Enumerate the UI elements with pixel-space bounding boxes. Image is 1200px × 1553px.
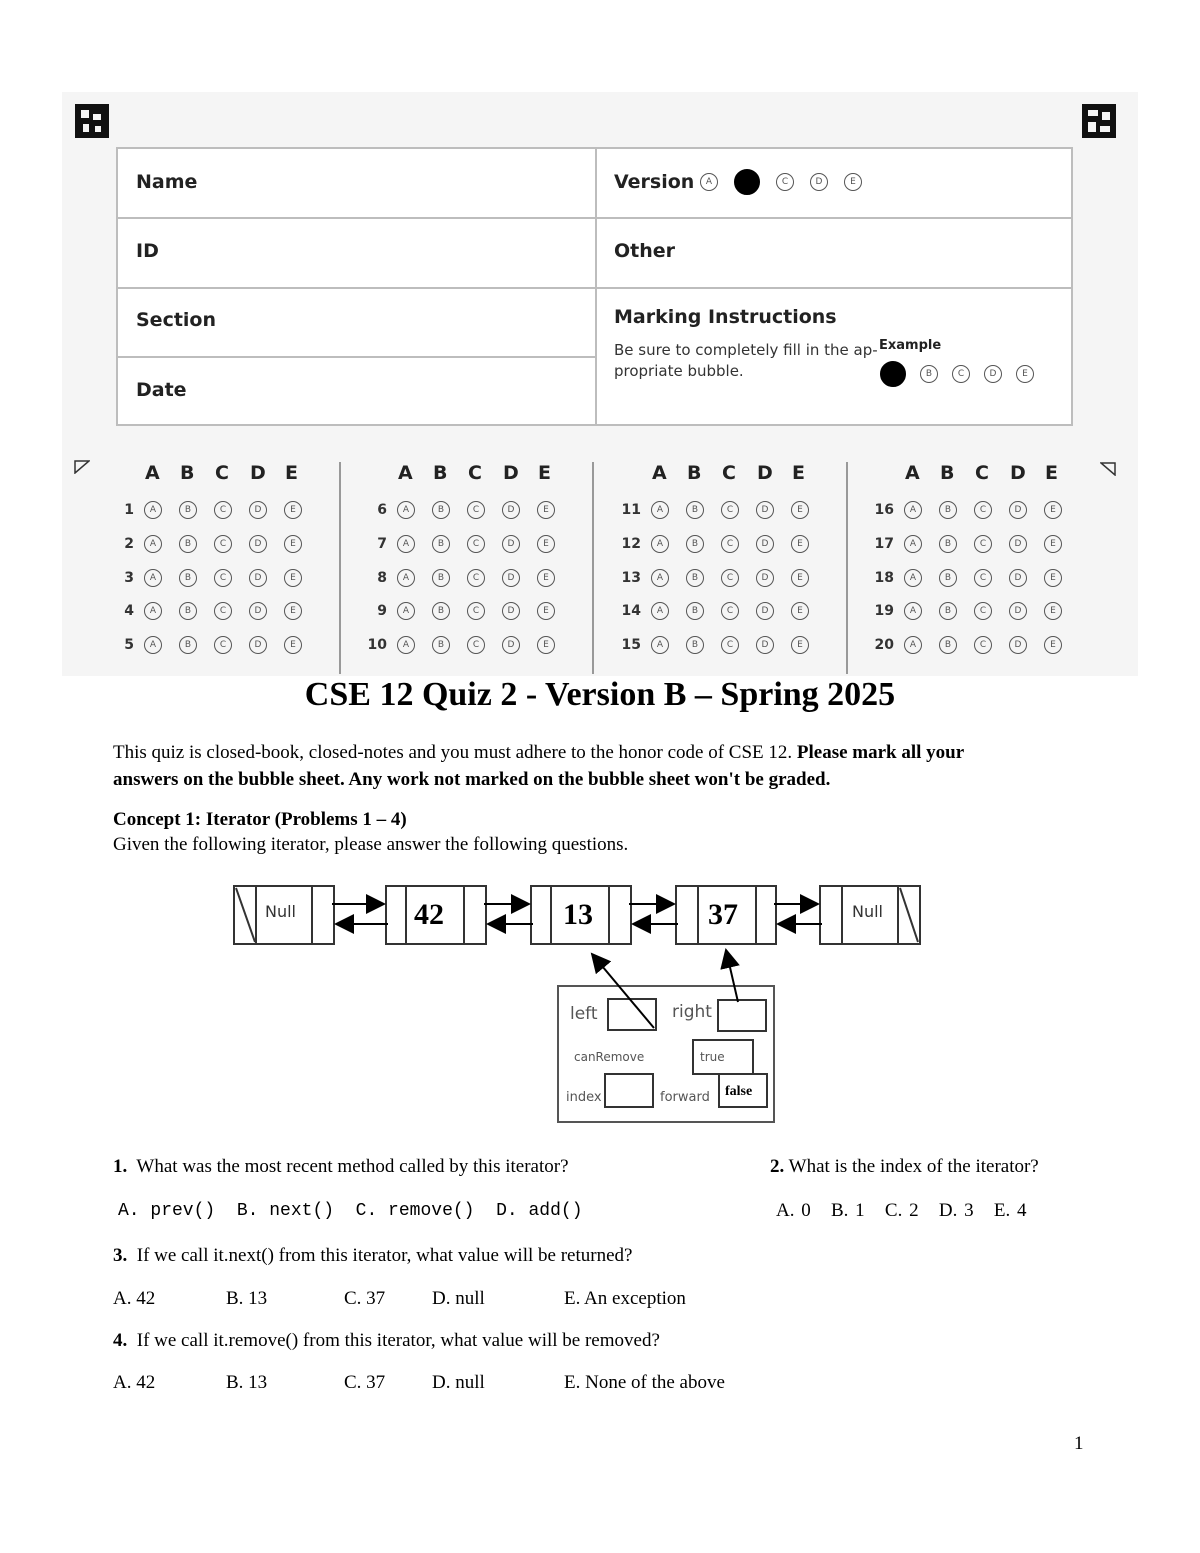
answer-bubble[interactable]: A [397,636,415,654]
answer-bubble[interactable]: B [939,602,957,620]
answer-bubble[interactable]: A [904,636,922,654]
answer-question-number: 8 [377,570,387,586]
answer-bubble[interactable]: A [144,535,162,553]
answer-bubble[interactable]: C [721,501,739,519]
answer-bubble[interactable]: D [249,569,267,587]
answer-bubble[interactable]: B [686,636,704,654]
answer-bubble[interactable]: B [432,569,450,587]
answer-question-number: 14 [621,603,641,619]
answer-bubble[interactable]: D [756,501,774,519]
version-bubble-b[interactable]: B [734,169,760,195]
answer-bubble[interactable]: B [686,535,704,553]
answer-question-number: 20 [874,637,894,653]
answer-bubble[interactable]: D [1009,535,1027,553]
answer-column-header-d: D [503,462,519,484]
marking-instructions-title: Marking Instructions [614,306,837,328]
answer-question-number: 6 [377,502,387,518]
answer-bubble[interactable]: D [756,636,774,654]
answer-column-header-c: C [722,462,736,484]
answer-bubble[interactable]: C [214,569,232,587]
intro-plain-text: This quiz is closed-book, closed-notes and you must adhere to the honor code of CSE 12. [113,742,797,763]
q4-option-a[interactable]: A. 42 [113,1372,156,1393]
answer-column-header-b: B [940,462,955,484]
question-2 [770,1156,1039,1178]
answer-question-number: 19 [874,603,894,619]
answer-column-header-e: E [792,462,805,484]
iterator-index-label: index [566,1090,602,1105]
answer-bubble[interactable]: D [1009,501,1027,519]
q3-option-b[interactable]: B. 13 [226,1288,268,1309]
answer-bubble[interactable]: A [651,501,669,519]
answer-bubble[interactable]: B [179,636,197,654]
q2-option-b[interactable]: B. 1 [830,1200,865,1221]
answer-bubble[interactable]: C [467,501,485,519]
answer-bubble[interactable]: C [974,501,992,519]
answer-bubble[interactable]: D [502,569,520,587]
q4-option-e[interactable]: E. None of the above [564,1372,725,1393]
iterator-left-label: left [570,1004,598,1024]
answer-bubble[interactable]: A [397,535,415,553]
marking-instructions-line-1: Be sure to completely fill in the ap- [614,341,878,359]
node-3-label: 37 [708,898,738,931]
example-bubble-e: E [1016,365,1034,383]
answer-bubble[interactable]: E [284,535,302,553]
answer-bubble[interactable]: A [144,602,162,620]
answer-bubble[interactable]: E [1044,569,1062,587]
marking-instructions-line-2: propriate bubble. [614,362,744,380]
q4-option-b[interactable]: B. 13 [226,1372,268,1393]
question-1-text: What was the most recent method called by this iterator? [136,1156,569,1177]
answer-column-divider [339,462,341,674]
answer-question-number: 2 [124,536,134,552]
answer-bubble[interactable]: E [537,602,555,620]
answer-bubble[interactable]: B [939,569,957,587]
answer-question-number: 12 [621,536,641,552]
answer-question-number: 9 [377,603,387,619]
q4-option-d[interactable]: D. null [432,1372,485,1393]
answer-bubble[interactable]: B [432,636,450,654]
id-label: ID [136,240,159,262]
answer-bubble[interactable]: E [791,602,809,620]
answer-bubble[interactable]: D [502,602,520,620]
answer-bubble[interactable]: B [432,501,450,519]
q1-option-d[interactable]: D. add() [496,1201,583,1221]
answer-bubble[interactable]: D [249,636,267,654]
answer-column-header-b: B [180,462,195,484]
q3-option-e[interactable]: E. An exception [564,1288,686,1309]
answer-bubble[interactable]: A [397,602,415,620]
answer-question-number: 3 [124,570,134,586]
answer-bubble[interactable]: C [467,535,485,553]
answer-column-divider [592,462,594,674]
answer-column-header-c: C [215,462,229,484]
q2-option-d[interactable]: D. 3 [938,1200,974,1221]
q1-option-b[interactable]: B. next() [236,1201,335,1221]
iterator-forward-label: forward [660,1090,710,1105]
answer-bubble[interactable]: E [791,535,809,553]
q3-option-a[interactable]: A. 42 [113,1288,156,1309]
answer-bubble[interactable]: B [179,602,197,620]
answer-bubble[interactable]: B [179,501,197,519]
answer-column-header-b: B [433,462,448,484]
q2-option-e[interactable]: E. 4 [993,1200,1027,1221]
answer-bubble[interactable]: A [651,602,669,620]
example-bubble-b: B [920,365,938,383]
answer-question-number: 4 [124,603,134,619]
answer-column-divider [846,462,848,674]
answer-bubble[interactable]: A [144,501,162,519]
answer-column-header-d: D [1010,462,1026,484]
version-bubble-a[interactable]: A [700,173,718,191]
answer-question-number: 13 [621,570,641,586]
version-bubble-c[interactable]: C [776,173,794,191]
example-bubble-c: C [952,365,970,383]
answer-question-number: 1 [124,502,134,518]
q2-option-c[interactable]: C. 2 [884,1200,919,1221]
concept-description: Given the following iterator, please answer the following questions. [113,834,629,855]
answer-column-header-e: E [1045,462,1058,484]
answer-bubble[interactable]: A [904,602,922,620]
answer-bubble[interactable]: A [144,569,162,587]
answer-bubble[interactable]: E [791,569,809,587]
answer-bubble[interactable]: D [1009,569,1027,587]
answer-bubble[interactable]: C [974,535,992,553]
iterator-canremove-label: canRemove [574,1050,645,1064]
answer-question-number: 7 [377,536,387,552]
answer-bubble[interactable]: A [651,569,669,587]
example-bubble-a: A [880,361,906,387]
answer-bubble[interactable]: C [214,636,232,654]
answer-column-header-e: E [538,462,551,484]
answer-bubble[interactable]: C [467,602,485,620]
answer-bubble[interactable]: D [756,535,774,553]
node-4-label: Null [852,902,883,921]
answer-bubble[interactable]: E [537,569,555,587]
answer-bubble[interactable]: E [537,501,555,519]
answer-column-header-c: C [975,462,989,484]
answer-bubble[interactable]: C [721,602,739,620]
answer-bubble[interactable]: E [284,501,302,519]
answer-column-header-d: D [250,462,266,484]
answer-question-number: 5 [124,637,134,653]
answer-bubble[interactable]: D [756,569,774,587]
answer-bubble[interactable]: E [284,569,302,587]
answer-question-number: 17 [874,536,894,552]
answer-bubble[interactable]: B [939,535,957,553]
question-3-text: If we call it.next() from this iterator, what value will be returned? [136,1245,633,1266]
answer-bubble[interactable]: B [179,569,197,587]
version-bubble-d[interactable]: D [810,173,828,191]
answer-bubble[interactable]: C [974,569,992,587]
page-number: 1 [1074,1433,1084,1454]
answer-question-number: 10 [367,637,387,653]
question-3-number: 3. [113,1245,128,1266]
q1-option-a[interactable]: A. prev() [118,1201,216,1221]
answer-column-header-d: D [757,462,773,484]
answer-bubble[interactable]: E [537,535,555,553]
question-1 [113,1156,569,1178]
answer-bubble[interactable]: C [467,569,485,587]
answer-bubble[interactable]: B [939,501,957,519]
answer-bubble[interactable]: D [1009,602,1027,620]
question-2-number: 2. [770,1156,785,1177]
question-3 [113,1245,632,1267]
question-1-number: 1. [113,1156,128,1177]
answer-column-header-e: E [285,462,298,484]
answer-bubble[interactable]: D [249,501,267,519]
date-label: Date [136,379,187,401]
answer-grid [0,0,1200,680]
answer-bubble[interactable]: E [791,636,809,654]
answer-bubble[interactable]: B [686,501,704,519]
answer-bubble[interactable]: D [249,602,267,620]
answer-bubble[interactable]: C [721,636,739,654]
iterator-canremove-value: true [700,1050,725,1064]
answer-bubble[interactable]: D [756,602,774,620]
answer-bubble[interactable]: E [791,501,809,519]
answer-bubble[interactable]: C [974,602,992,620]
answer-bubble[interactable]: C [974,636,992,654]
answer-bubble[interactable]: D [502,535,520,553]
q1-option-c[interactable]: C. remove() [355,1201,475,1221]
answer-bubble[interactable]: C [214,602,232,620]
question-4 [113,1330,660,1352]
answer-column-header-a: A [398,462,413,484]
node-0-label: Null [265,902,296,921]
answer-question-number: 18 [874,570,894,586]
answer-bubble[interactable]: A [904,569,922,587]
iterator-forward-value: false [725,1084,753,1099]
q3-option-c[interactable]: C. 37 [344,1288,386,1309]
answer-bubble[interactable]: E [284,602,302,620]
version-bubble-e[interactable]: E [844,173,862,191]
q2-option-a[interactable]: A. 0 [776,1200,811,1221]
answer-bubble[interactable]: B [179,535,197,553]
answer-bubble[interactable]: D [1009,636,1027,654]
answer-bubble[interactable]: C [214,501,232,519]
answer-column-header-a: A [905,462,920,484]
answer-bubble[interactable]: D [502,636,520,654]
answer-bubble[interactable]: D [502,501,520,519]
answer-column-header-b: B [687,462,702,484]
question-2-options [776,1200,1026,1222]
node-2-label: 13 [563,898,593,931]
answer-question-number: 11 [621,502,641,518]
answer-bubble[interactable]: E [1044,501,1062,519]
q4-option-c[interactable]: C. 37 [344,1372,386,1393]
answer-bubble[interactable]: C [467,636,485,654]
example-label: Example [879,338,942,353]
question-2-text: What is the index of the iterator? [788,1156,1039,1177]
answer-bubble[interactable]: C [721,569,739,587]
answer-bubble[interactable]: A [397,501,415,519]
section-label: Section [136,309,217,331]
answer-bubble[interactable]: E [1044,535,1062,553]
answer-bubble[interactable]: D [249,535,267,553]
node-1-label: 42 [414,898,444,931]
quiz-title: CSE 12 Quiz 2 - Version B – Spring 2025 [304,676,896,713]
answer-bubble[interactable]: A [144,636,162,654]
name-label: Name [136,171,198,193]
answer-bubble[interactable]: A [904,535,922,553]
concept-title: Concept 1: Iterator (Problems 1 – 4) [113,809,407,830]
answer-bubble[interactable]: E [537,636,555,654]
answer-column-header-a: A [652,462,667,484]
answer-question-number: 15 [621,637,641,653]
answer-bubble[interactable]: A [904,501,922,519]
answer-bubble[interactable]: B [432,602,450,620]
answer-question-number: 16 [874,502,894,518]
answer-bubble[interactable]: B [686,569,704,587]
iterator-right-label: right [672,1002,712,1022]
answer-bubble[interactable]: A [651,636,669,654]
answer-bubble[interactable]: E [1044,636,1062,654]
answer-bubble[interactable]: E [1044,602,1062,620]
other-label: Other [614,240,676,262]
answer-bubble[interactable]: B [432,535,450,553]
answer-bubble[interactable]: B [939,636,957,654]
answer-bubble[interactable]: C [721,535,739,553]
answer-bubble[interactable]: C [214,535,232,553]
answer-bubble[interactable]: E [284,636,302,654]
answer-column-header-c: C [468,462,482,484]
q3-option-d[interactable]: D. null [432,1288,485,1309]
question-4-number: 4. [113,1330,128,1351]
question-4-text: If we call it.remove() from this iterator, what value will be removed? [136,1330,660,1351]
example-bubble-d: D [984,365,1002,383]
version-label: Version [614,171,695,193]
question-1-options [118,1201,583,1221]
quiz-intro [113,739,1103,793]
intro-bold-text-2: answers on the bubble sheet. Any work not marked on the bubble sheet won't be graded. [113,769,831,790]
answer-bubble[interactable]: B [686,602,704,620]
answer-bubble[interactable]: A [651,535,669,553]
intro-bold-text-1: Please mark all your [796,742,965,763]
answer-bubble[interactable]: A [397,569,415,587]
answer-column-header-a: A [145,462,160,484]
